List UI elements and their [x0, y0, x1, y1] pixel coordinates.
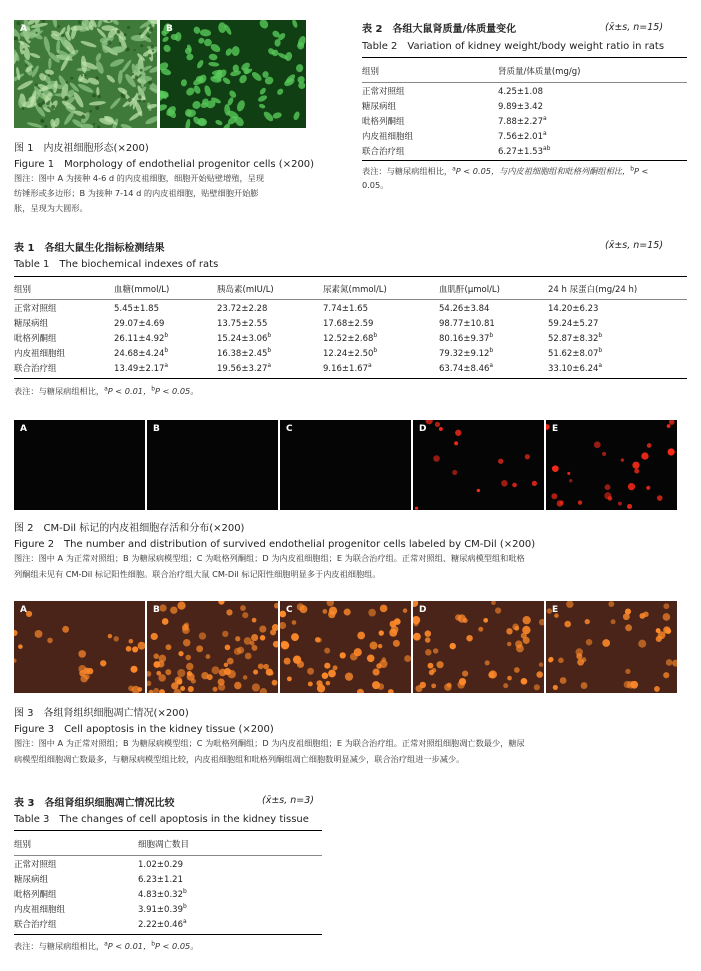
table3-note: 表注：与糖尿病组相比，$^a$P < 0.01，$^b$P < 0.05。: [14, 940, 199, 951]
table-cell: 13.49±2.17$^a$: [114, 362, 169, 374]
table-cell-group: 内皮祖细胞组: [362, 132, 414, 142]
table-cell: 6.23±1.21: [138, 875, 183, 885]
figure2-panel-e: [546, 420, 677, 510]
table-cell: 29.07±4.69: [114, 319, 165, 329]
table-cell-group: 正常对照组: [14, 860, 57, 870]
table-row: [14, 873, 308, 888]
table-cell: 19.56±3.27$^a$: [217, 362, 272, 374]
table1-title-cn: 表 1 各组大鼠生化指标检测结果: [14, 243, 165, 254]
table2-bottom-rule: [362, 160, 687, 161]
figure2-panel-c-label: C: [286, 424, 293, 434]
table-cell: 12.52±2.68$^b$: [323, 332, 378, 344]
table-cell: 1.02±0.29: [138, 860, 183, 870]
figure3-panel-a-image: [14, 601, 145, 693]
table1-header-1: 血糖(mmol/L): [114, 285, 170, 295]
table3-mid-rule: [14, 855, 322, 856]
table-row: [362, 100, 678, 115]
figure2-panel-e-label: E: [552, 424, 559, 434]
table1-header-5: 24 h 尿蛋白(mg/24 h): [548, 285, 638, 295]
table-cell: 4.83±0.32$^b$: [138, 888, 187, 900]
figure2-panel-a-label: A: [20, 424, 27, 434]
table3-table: [14, 858, 308, 933]
figure3-panel-e-image: [546, 601, 677, 693]
table-cell: 23.72±2.28: [217, 304, 268, 314]
figure1-panel-a: [14, 20, 157, 128]
figure3-panel-c-image: [280, 601, 411, 693]
figure3-panel-a-label: A: [20, 605, 27, 615]
table3-title-en: Table 3 The changes of cell apoptosis in the kidney tissue: [14, 814, 309, 825]
table-row: [14, 347, 687, 362]
figure1-panel-a-label: A: [20, 24, 27, 34]
table1-mid-rule: [14, 299, 687, 300]
table2-stat: (x̄±s, n=15): [605, 22, 664, 33]
table1-top-rule: [14, 276, 687, 277]
table2-body: [362, 85, 678, 160]
table-cell: 59.24±5.27: [548, 319, 599, 329]
figure3-panel-c: [280, 601, 411, 693]
table3-header-group: 组别: [14, 840, 32, 850]
figure2-panels: [14, 420, 680, 510]
table-row: [14, 362, 687, 377]
table-cell-group: 糖尿病组: [362, 102, 397, 112]
table1-header-row: [14, 283, 687, 297]
figure1-note-line1: 图注：图中 A 为接种 4-6 d 的内皮祖细胞，细胞开始贴壁增殖，呈现: [14, 173, 265, 183]
table1-note-mid: P < 0.01，: [107, 386, 152, 396]
table2-note-tail: 0.05。: [362, 180, 389, 190]
figure2-panel-d-image: [413, 420, 544, 510]
figure3-panel-b-image: [147, 601, 278, 693]
figure1-note-line2: 纺锤形或多边形；B 为接种 7-14 d 的内皮祖细胞，贴壁细胞开始膨: [14, 188, 259, 198]
table1-body: [14, 302, 687, 377]
figure3-note-line1: 图注：图中 A 为正常对照组；B 为糖尿病模型组；C 为吡格列酮组；D 为内皮祖细胞组；E 为联合治疗组。正常对照组细胞凋亡数最少，糖尿: [14, 738, 525, 748]
figure2-panel-a-image: [14, 420, 145, 510]
table-row: [14, 903, 308, 918]
table1-stat: (x̄±s, n=15): [605, 240, 664, 251]
figure3-panel-e: [546, 601, 677, 693]
figure2-panel-e-image: [546, 420, 677, 510]
table-cell-group: 内皮祖细胞组: [14, 905, 66, 915]
table-row: [362, 130, 678, 145]
table-cell: 16.38±2.45$^b$: [217, 347, 272, 359]
figure1-panel-b: [160, 20, 306, 128]
table-row: [14, 302, 687, 317]
figure2-panel-a: [14, 420, 145, 510]
table-cell-group: 糖尿病组: [14, 875, 49, 885]
figure1-panel-b-label: B: [166, 24, 173, 34]
table-cell: 9.89±3.42: [498, 102, 543, 112]
table-cell: 79.32±9.12$^b$: [439, 347, 494, 359]
table-cell: 26.11±4.92$^b$: [114, 332, 169, 344]
table-cell: 2.22±0.46$^a$: [138, 918, 187, 930]
table-cell: 15.24±3.06$^b$: [217, 332, 272, 344]
table2-note: 表注：与糖尿病组相比，$^a$P < 0.05，与内皮祖细胞组和吡格列酮组相比，$^b$P < 0.05。: [362, 165, 649, 190]
table-cell-group: 联合治疗组: [14, 364, 57, 374]
table-cell-group: 吡格列酮组: [14, 890, 57, 900]
table1-header-2: 胰岛素(mIU/L): [217, 285, 274, 295]
figure2-panel-c: [280, 420, 411, 510]
figure2-panel-c-image: [280, 420, 411, 510]
figure2-panel-b: [147, 420, 278, 510]
table1-header-3: 尿素氮(mmol/L): [323, 285, 387, 295]
figure3-title-en: Figure 3 Cell apoptosis in the kidney tissue (×200): [14, 724, 274, 735]
figure2-note-line2: 列酮组未见有 CM-Dil 标记阳性细胞。联合治疗组大鼠 CM-Dil 标记阳性细胞明显多于内皮祖细胞组。: [14, 569, 381, 579]
table-cell: 54.26±3.84: [439, 304, 490, 314]
table-cell: 12.24±2.50$^b$: [323, 347, 378, 359]
table1-bottom-rule: [14, 378, 687, 379]
table3-stat: (x̄±s, n=3): [262, 795, 315, 806]
table2-title-cn: 表 2 各组大鼠肾质量/体质量变化: [362, 24, 517, 35]
table-cell: 7.74±1.65: [323, 304, 368, 314]
table3-note-mid: P < 0.01，: [107, 941, 152, 951]
figure2-panel-d-label: D: [419, 424, 427, 434]
table2-mid-rule: [362, 82, 687, 83]
table3-title-cn: 表 3 各组肾组织细胞凋亡情况比较: [14, 798, 175, 809]
table-row: [14, 888, 308, 903]
table2-note-mid: P < 0.05，与内皮祖细胞组和吡格列酮组相比，: [455, 166, 631, 176]
table-cell: 4.25±1.08: [498, 87, 543, 97]
table-cell: 13.75±2.55: [217, 319, 268, 329]
figure3-panels: [14, 601, 680, 693]
table1-note-end: P < 0.05。: [155, 386, 199, 396]
figure2-panel-b-image: [147, 420, 278, 510]
table-row: [362, 85, 678, 100]
table2-note-end: P <: [634, 166, 649, 176]
table-cell: 51.62±8.07$^b$: [548, 347, 603, 359]
table-cell-group: 吡格列酮组: [14, 334, 57, 344]
table-cell-group: 正常对照组: [362, 87, 405, 97]
figure3-panel-c-label: C: [286, 605, 293, 615]
figure1-panel-a-image: [14, 20, 157, 128]
table-cell: 9.16±1.67$^a$: [323, 362, 372, 374]
table-cell: 80.16±9.37$^b$: [439, 332, 494, 344]
table-row: [362, 145, 678, 160]
figure2-panel-b-label: B: [153, 424, 160, 434]
table-row: [14, 317, 687, 332]
table3-top-rule: [14, 830, 322, 831]
table1-header-0: 组别: [14, 285, 32, 295]
table3-note-end: P < 0.05。: [155, 941, 199, 951]
table1-title-en: Table 1 The biochemical indexes of rats: [14, 259, 219, 270]
figure1-title-en: Figure 1 Morphology of endothelial progenitor cells (×200): [14, 159, 315, 170]
table-cell: 17.68±2.59: [323, 319, 374, 329]
figure3-panel-a: [14, 601, 145, 693]
table2-top-rule: [362, 57, 687, 58]
table-cell: 33.10±6.24$^a$: [548, 362, 603, 374]
figure3-title-cn: 图 3 各组肾组织细胞凋亡情况(×200): [14, 708, 189, 719]
table2-header-group: 组别: [362, 67, 380, 77]
table-cell-group: 联合治疗组: [14, 920, 57, 930]
table-cell: 52.87±8.32$^b$: [548, 332, 603, 344]
figure2-panel-d: [413, 420, 544, 510]
figure2-title-cn: 图 2 CM-Dil 标记的内皮祖细胞存活和分布(×200): [14, 523, 245, 534]
table-cell: 6.27±1.53$^{ab}$: [498, 145, 551, 157]
table3-note-prefix: 表注：与糖尿病组相比，: [14, 941, 105, 951]
table-row: [14, 332, 687, 347]
figure1-note-line3: 胀，呈现为大圆形。: [14, 203, 88, 213]
table-row: [14, 918, 308, 933]
table-row: [362, 115, 678, 130]
figure2-title-en: Figure 2 The number and distribution of survived endothelial progenitor cells labeled by CM-Dil (×200): [14, 539, 536, 550]
table-cell-group: 糖尿病组: [14, 319, 49, 329]
figure3-panel-d-image: [413, 601, 544, 693]
table-cell: 7.88±2.27$^a$: [498, 115, 547, 127]
table1-note-prefix: 表注：与糖尿病组相比，: [14, 386, 105, 396]
table-cell: 7.56±2.01$^a$: [498, 130, 547, 142]
figure1-panel-b-image: [160, 20, 306, 128]
table-cell: 3.91±0.39$^b$: [138, 903, 187, 915]
table2-header-value: 肾质量/体质量(mg/g): [498, 67, 581, 77]
table2-title-en: Table 2 Variation of kidney weight/body weight ratio in rats: [362, 41, 665, 52]
table-cell-group: 吡格列酮组: [362, 117, 405, 127]
table1-note: 表注：与糖尿病组相比，$^a$P < 0.01，$^b$P < 0.05。: [14, 385, 199, 396]
table3-body: [14, 858, 308, 933]
table-cell: 5.45±1.85: [114, 304, 159, 314]
table-cell-group: 内皮祖细胞组: [14, 349, 66, 359]
figure3-panel-d-label: D: [419, 605, 427, 615]
figure2-note-line1: 图注：图中 A 为正常对照组；B 为糖尿病模型组；C 为吡格列酮组；D 为内皮祖细胞组；E 为联合治疗组。正常对照组、糖尿病模型组和吡格: [14, 553, 525, 563]
table-cell: 14.20±6.23: [548, 304, 599, 314]
figure3-note-line2: 病模型组细胞凋亡数最多，与糖尿病模型组比较，内皮祖细胞组和吡格列酮组凋亡细胞数明显减少，联合治疗组进一步减少。: [14, 754, 465, 764]
figure3-panel-d: [413, 601, 544, 693]
table1-header-4: 血肌酐(μmol/L): [439, 285, 500, 295]
table2-table: [362, 85, 678, 160]
table3-header-value: 细胞凋亡数目: [138, 840, 190, 850]
table-row: [14, 858, 308, 873]
figure3-panel-b: [147, 601, 278, 693]
table-cell: 24.68±4.24$^b$: [114, 347, 169, 359]
table-cell-group: 联合治疗组: [362, 147, 405, 157]
table-cell: 98.77±10.81: [439, 319, 495, 329]
figure3-panel-e-label: E: [552, 605, 559, 615]
figure1-title-cn: 图 1 内皮祖细胞形态(×200): [14, 143, 149, 154]
table3-bottom-rule: [14, 934, 322, 935]
table-cell-group: 正常对照组: [14, 304, 57, 314]
figure3-panel-b-label: B: [153, 605, 160, 615]
table-cell: 63.74±8.46$^a$: [439, 362, 494, 374]
table2-note-prefix: 表注：与糖尿病组相比，: [362, 166, 453, 176]
